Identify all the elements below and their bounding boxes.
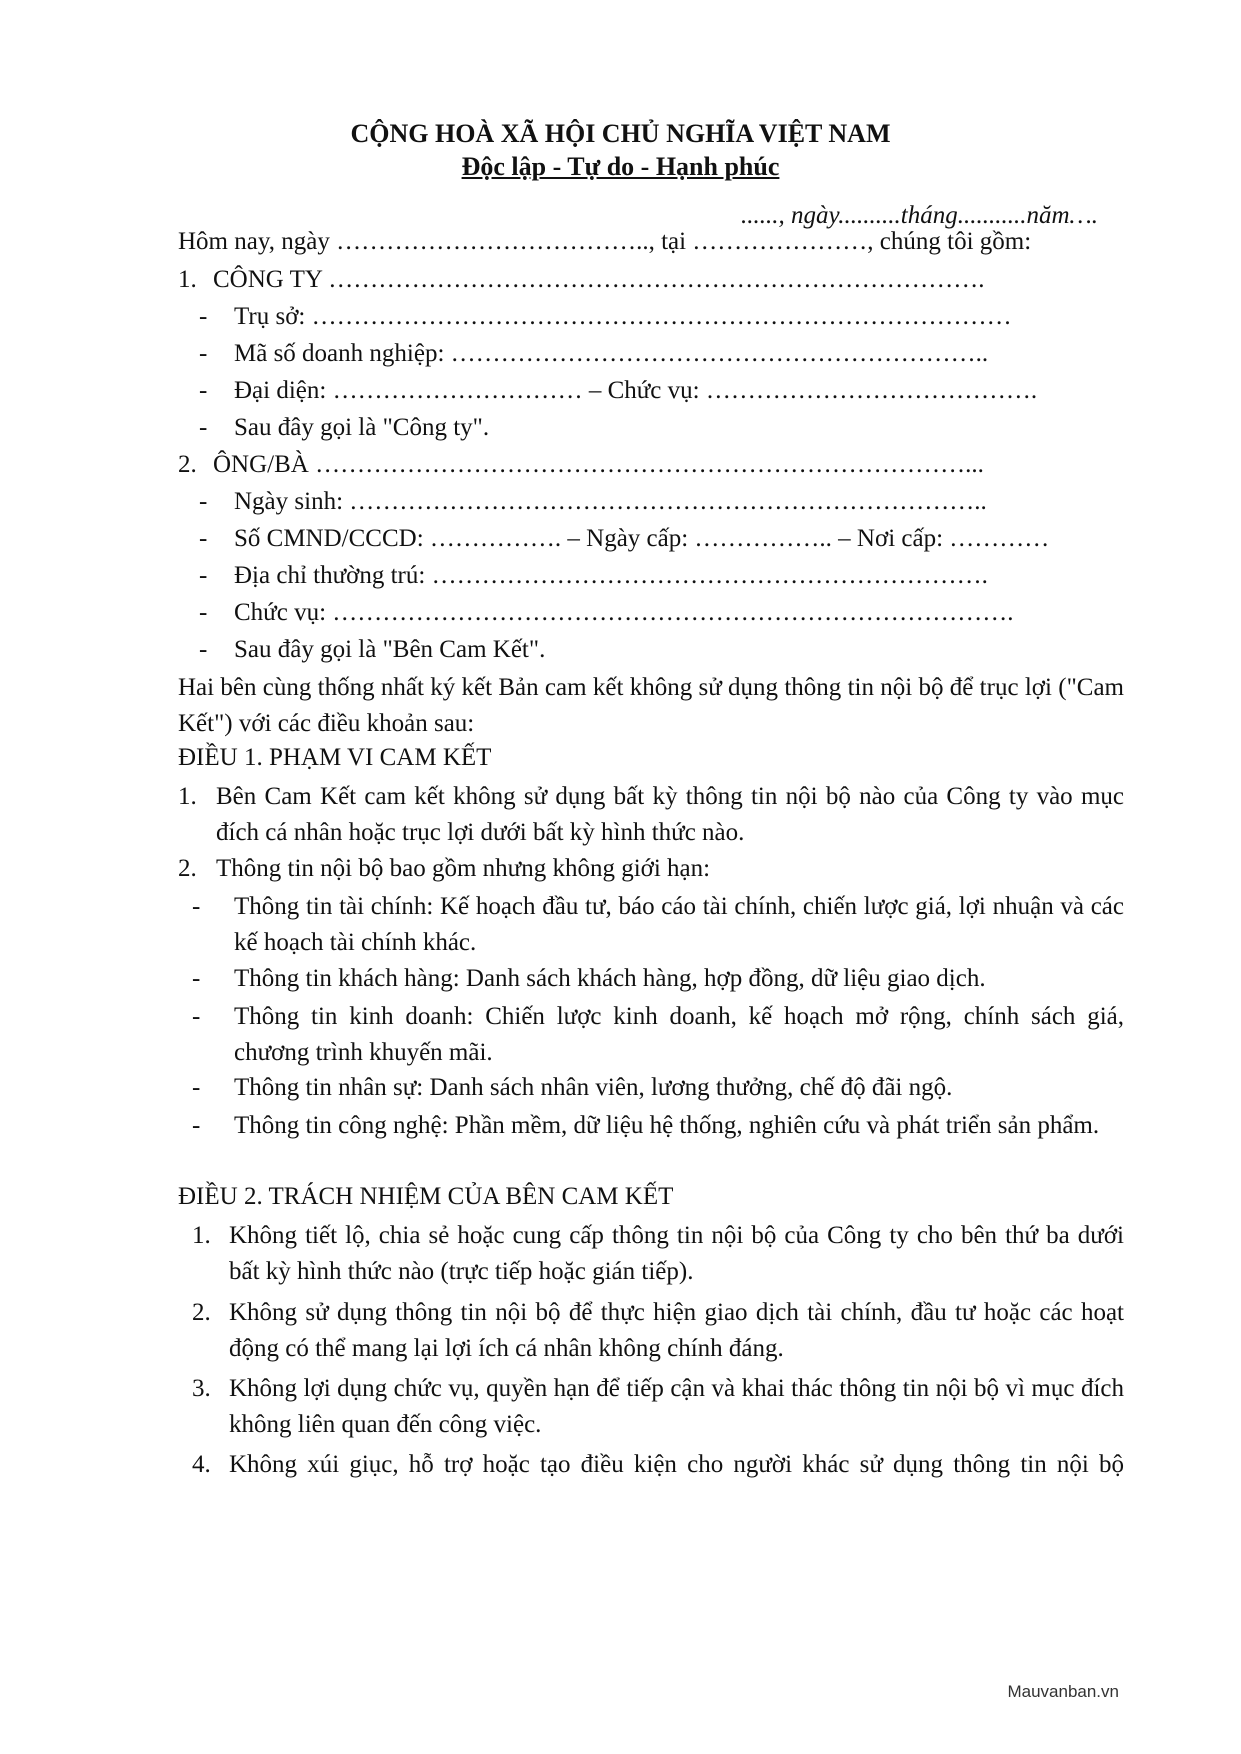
list-dash: -	[192, 965, 201, 992]
party2-item: Địa chỉ thường trú: ………………………………………………………….	[234, 562, 988, 589]
article1-subitem: Thông tin kinh doanh: Chiến lược kinh doanh, kế hoạch mở rộng, chính sách giá, chương trình khuyến mãi.	[234, 1003, 1124, 1066]
article2-point-number: 2.	[192, 1299, 211, 1326]
motto-text: Độc lập - Tự do - Hạnh phúc	[461, 152, 780, 181]
list-dash: -	[192, 1003, 201, 1030]
agreement-paragraph: Hai bên cùng thống nhất ký kết Bản cam kết không sử dụng thông tin nội bộ để trục lợi ("Cam Kết") với các điều khoản sau:	[178, 674, 1124, 737]
list-dash: -	[199, 525, 208, 552]
article1-subitem: Thông tin công nghệ: Phần mềm, dữ liệu hệ thống, nghiên cứu và phát triển sản phẩm.	[234, 1112, 1100, 1139]
list-dash: -	[192, 893, 201, 920]
party1-item: Đại diện: ………………………… – Chức vụ: ………………………………….	[234, 377, 1038, 404]
list-dash: -	[199, 636, 208, 663]
intro-line: Hôm nay, ngày ……………………………….., tại …………………, chúng tôi gồm:	[178, 228, 1032, 255]
article1-title: ĐIỀU 1. PHẠM VI CAM KẾT	[178, 744, 492, 771]
article2-point-text: Không xúi giục, hỗ trợ hoặc tạo điều kiện cho người khác sử dụng thông tin nội bộ	[229, 1451, 1124, 1478]
party2-item: Ngày sinh: …………………………………………………………………..	[234, 488, 987, 515]
article2-point-number: 4.	[192, 1451, 211, 1478]
article1-subitem: Thông tin nhân sự: Danh sách nhân viên, lương thưởng, chế độ đãi ngộ.	[234, 1074, 953, 1101]
article2-point-text: Không lợi dụng chức vụ, quyền hạn để tiếp cận và khai thác thông tin nội bộ vì mục đích không liên quan đến công việc.	[229, 1375, 1124, 1438]
list-dash: -	[199, 303, 208, 330]
article1-point-number: 1.	[178, 783, 197, 810]
party2-item: Chức vụ: ……………………………………………………………………….	[234, 599, 1014, 626]
party1-item: Trụ sở: …………………………………………………………………………	[234, 303, 1012, 330]
list-dash: -	[199, 562, 208, 589]
party1-item: Sau đây gọi là "Công ty".	[234, 414, 490, 441]
watermark: Mauvanban.vn	[1007, 1682, 1119, 1701]
article1-point-text: Thông tin nội bộ bao gồm nhưng không giới hạn:	[216, 855, 711, 882]
national-motto	[0, 151, 1241, 183]
list-dash: -	[199, 340, 208, 367]
article2-point-text: Không tiết lộ, chia sẻ hoặc cung cấp thông tin nội bộ của Công ty cho bên thứ ba dưới bất kỳ hình thức nào (trực tiếp hoặc gián tiếp).	[229, 1222, 1124, 1285]
party2-heading: ÔNG/BÀ ……………………………………………………………………...	[213, 451, 984, 478]
article1-point-text: Bên Cam Kết cam kết không sử dụng bất kỳ thông tin nội bộ nào của Công ty vào mục đích cá nhân hoặc trục lợi dưới bất kỳ hình thức nào.	[216, 783, 1124, 846]
article1-subitem: Thông tin tài chính: Kế hoạch đầu tư, báo cáo tài chính, chiến lược giá, lợi nhuận và các kế hoạch tài chính khác.	[234, 893, 1124, 956]
list-dash: -	[199, 599, 208, 626]
party1-heading: CÔNG TY …………………………………………………………………….	[213, 266, 985, 293]
list-dash: -	[199, 414, 208, 441]
party2-number: 2.	[178, 451, 197, 478]
list-dash: -	[192, 1112, 201, 1139]
article2-point-number: 1.	[192, 1222, 211, 1249]
party2-item: Số CMND/CCCD: ……………. – Ngày cấp: …………….. – Nơi cấp: …………	[234, 525, 1050, 552]
party1-number: 1.	[178, 266, 197, 293]
article2-title: ĐIỀU 2. TRÁCH NHIỆM CỦA BÊN CAM KẾT	[178, 1183, 674, 1210]
party2-item: Sau đây gọi là "Bên Cam Kết".	[234, 636, 546, 663]
article1-subitem: Thông tin khách hàng: Danh sách khách hàng, hợp đồng, dữ liệu giao dịch.	[234, 965, 986, 992]
article2-point-text: Không sử dụng thông tin nội bộ để thực hiện giao dịch tài chính, đầu tư hoặc các hoạt động có thể mang lại lợi ích cá nhân không chính đáng.	[229, 1299, 1124, 1362]
date-line: ......, ngày..........tháng...........năm….	[741, 202, 1098, 229]
article2-point-number: 3.	[192, 1375, 211, 1402]
party1-item: Mã số doanh nghiệp: ………………………………………………………..	[234, 340, 989, 367]
national-title: CỘNG HOÀ XÃ HỘI CHỦ NGHĨA VIỆT NAM	[350, 119, 891, 148]
article1-point-number: 2.	[178, 855, 197, 882]
list-dash: -	[199, 377, 208, 404]
list-dash: -	[199, 488, 208, 515]
list-dash: -	[192, 1074, 201, 1101]
